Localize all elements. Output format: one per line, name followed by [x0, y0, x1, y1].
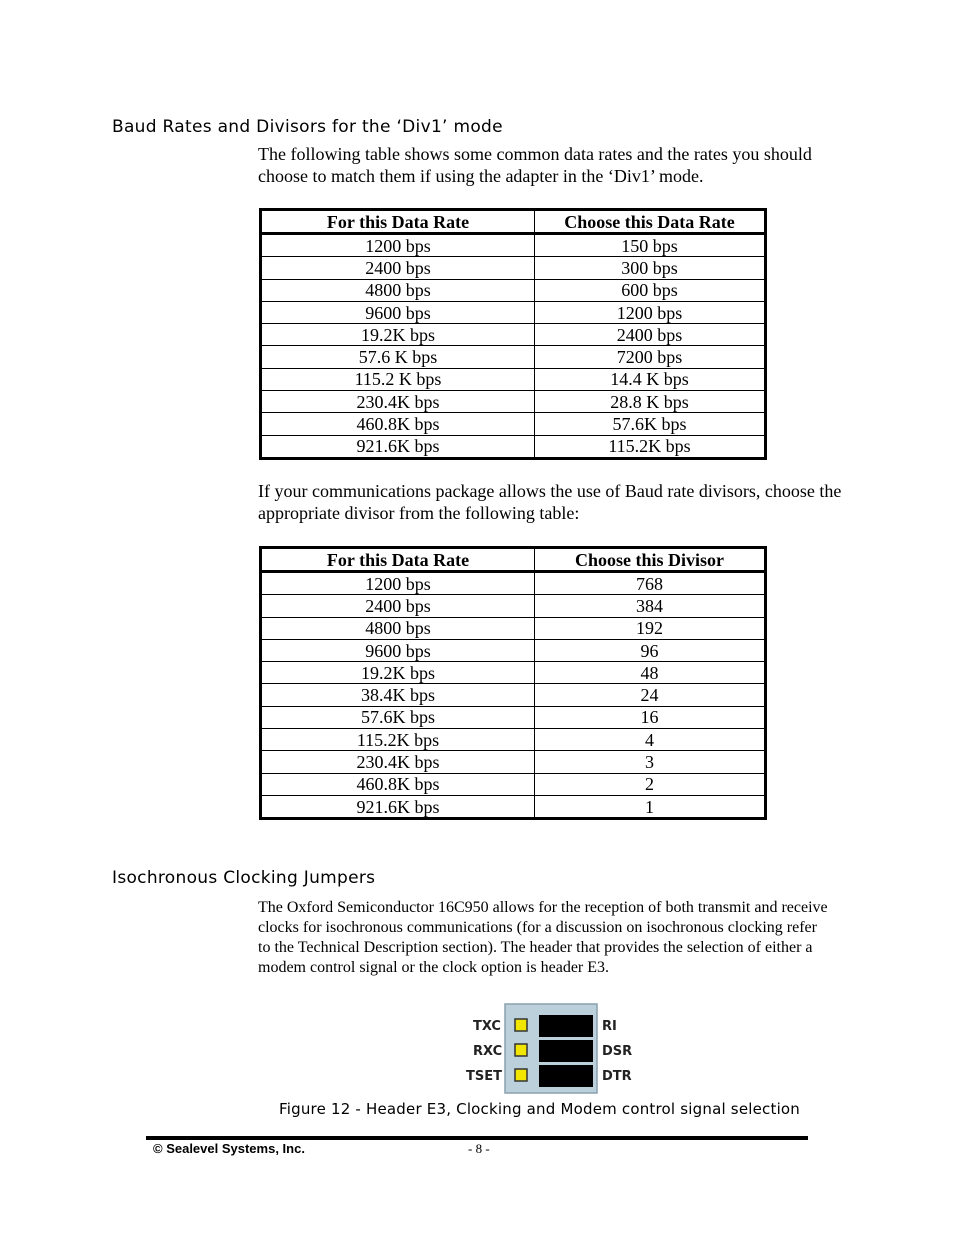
- table-row: [261, 435, 766, 458]
- table-cell: 921.6K bps: [261, 795, 535, 818]
- jumper-header-graphic: [504, 1003, 600, 1095]
- table-cell: 192: [535, 617, 766, 639]
- table-row: [261, 729, 766, 751]
- table-header-row: [261, 548, 766, 572]
- table-cell: 230.4K bps: [261, 751, 535, 773]
- table-cell: 1200 bps: [261, 572, 535, 595]
- table-cell: 14.4 K bps: [535, 368, 766, 390]
- table-cell: 2400 bps: [261, 257, 535, 279]
- table-cell: 19.2K bps: [261, 324, 535, 346]
- table-row: [261, 572, 766, 595]
- table-row: [261, 617, 766, 639]
- table-cell: 150 bps: [535, 234, 766, 257]
- table-cell: 300 bps: [535, 257, 766, 279]
- table-cell: 600 bps: [535, 279, 766, 301]
- table-cell: 28.8 K bps: [535, 391, 766, 413]
- table-cell: 1: [535, 795, 766, 818]
- table-cell: 96: [535, 639, 766, 661]
- table-header-row: [261, 210, 766, 234]
- table-cell: 460.8K bps: [261, 773, 535, 795]
- table-row: [261, 684, 766, 706]
- table-cell: 230.4K bps: [261, 391, 535, 413]
- pin-label-left: RXC: [473, 1044, 503, 1059]
- figure-caption: Figure 12 - Header E3, Clocking and Modem control signal selection: [279, 1100, 801, 1118]
- table-row: [261, 773, 766, 795]
- table-cell: 9600 bps: [261, 301, 535, 323]
- column-header: Choose this Divisor: [535, 548, 766, 572]
- column-header: For this Data Rate: [261, 210, 535, 234]
- table-cell: 115.2 K bps: [261, 368, 535, 390]
- pin-label-left: TXC: [473, 1019, 501, 1034]
- table-cell: 921.6K bps: [261, 435, 535, 458]
- table-cell: 4800 bps: [261, 617, 535, 639]
- table-row: [261, 257, 766, 279]
- divisor-intro: If your communications package allows the use of Baud rate divisors, choose the appropriate divisor from the following table:: [258, 481, 842, 523]
- table-cell: 384: [535, 595, 766, 617]
- page-number: - 8 -: [468, 1141, 490, 1156]
- table-cell: 4: [535, 729, 766, 751]
- table-row: [261, 324, 766, 346]
- table-row: [261, 368, 766, 390]
- table-cell: 1200 bps: [261, 234, 535, 257]
- data-rate-table: [259, 208, 767, 460]
- table-cell: 768: [535, 572, 766, 595]
- pin-label-right: DTR: [602, 1069, 632, 1084]
- pin-label-right: RI: [602, 1019, 617, 1034]
- pin-label-right: DSR: [602, 1044, 633, 1059]
- table-cell: 1200 bps: [535, 301, 766, 323]
- table-row: [261, 706, 766, 728]
- pin-label-left: TSET: [466, 1069, 502, 1084]
- table-row: [261, 279, 766, 301]
- table-cell: 48: [535, 662, 766, 684]
- section-heading-isochronous: Isochronous Clocking Jumpers: [112, 868, 376, 888]
- table-cell: 57.6 K bps: [261, 346, 535, 368]
- table-row: [261, 639, 766, 661]
- footer-copyright: © Sealevel Systems, Inc.: [153, 1141, 305, 1156]
- header-e3-figure: [462, 1003, 640, 1095]
- table-cell: 57.6K bps: [535, 413, 766, 435]
- table-cell: 2: [535, 773, 766, 795]
- column-header: Choose this Data Rate: [535, 210, 766, 234]
- table-cell: 4800 bps: [261, 279, 535, 301]
- table-row: [261, 391, 766, 413]
- table-cell: 24: [535, 684, 766, 706]
- table-cell: 2400 bps: [261, 595, 535, 617]
- isochronous-body: The Oxford Semiconductor 16C950 allows for the reception of both transmit and receive clocks for isochronous communications (for a discussion on isochronous clocking refer to the Technical Description section). The header that provides the selection of either a modem control signal or the clock option is header E3.: [258, 899, 828, 976]
- table-cell: 38.4K bps: [261, 684, 535, 706]
- table-cell: 16: [535, 706, 766, 728]
- table-row: [261, 595, 766, 617]
- table-row: [261, 662, 766, 684]
- section-heading-baud-rates: Baud Rates and Divisors for the ‘Div1’ mode: [112, 117, 503, 137]
- table-cell: 19.2K bps: [261, 662, 535, 684]
- table-row: [261, 346, 766, 368]
- table-cell: 115.2K bps: [261, 729, 535, 751]
- table-cell: 3: [535, 751, 766, 773]
- table-cell: 115.2K bps: [535, 435, 766, 458]
- table-cell: 9600 bps: [261, 639, 535, 661]
- footer-divider: [146, 1136, 808, 1140]
- table-row: [261, 413, 766, 435]
- table-row: [261, 301, 766, 323]
- table-row: [261, 795, 766, 818]
- table-row: [261, 751, 766, 773]
- table-cell: 57.6K bps: [261, 706, 535, 728]
- divisor-table: [259, 546, 767, 820]
- table-cell: 460.8K bps: [261, 413, 535, 435]
- table-row: [261, 234, 766, 257]
- table-cell: 2400 bps: [535, 324, 766, 346]
- baud-rates-intro: The following table shows some common data rates and the rates you should choose to match them if using the adapter in the ‘Div1’ mode.: [258, 144, 812, 186]
- table-cell: 7200 bps: [535, 346, 766, 368]
- column-header: For this Data Rate: [261, 548, 535, 572]
